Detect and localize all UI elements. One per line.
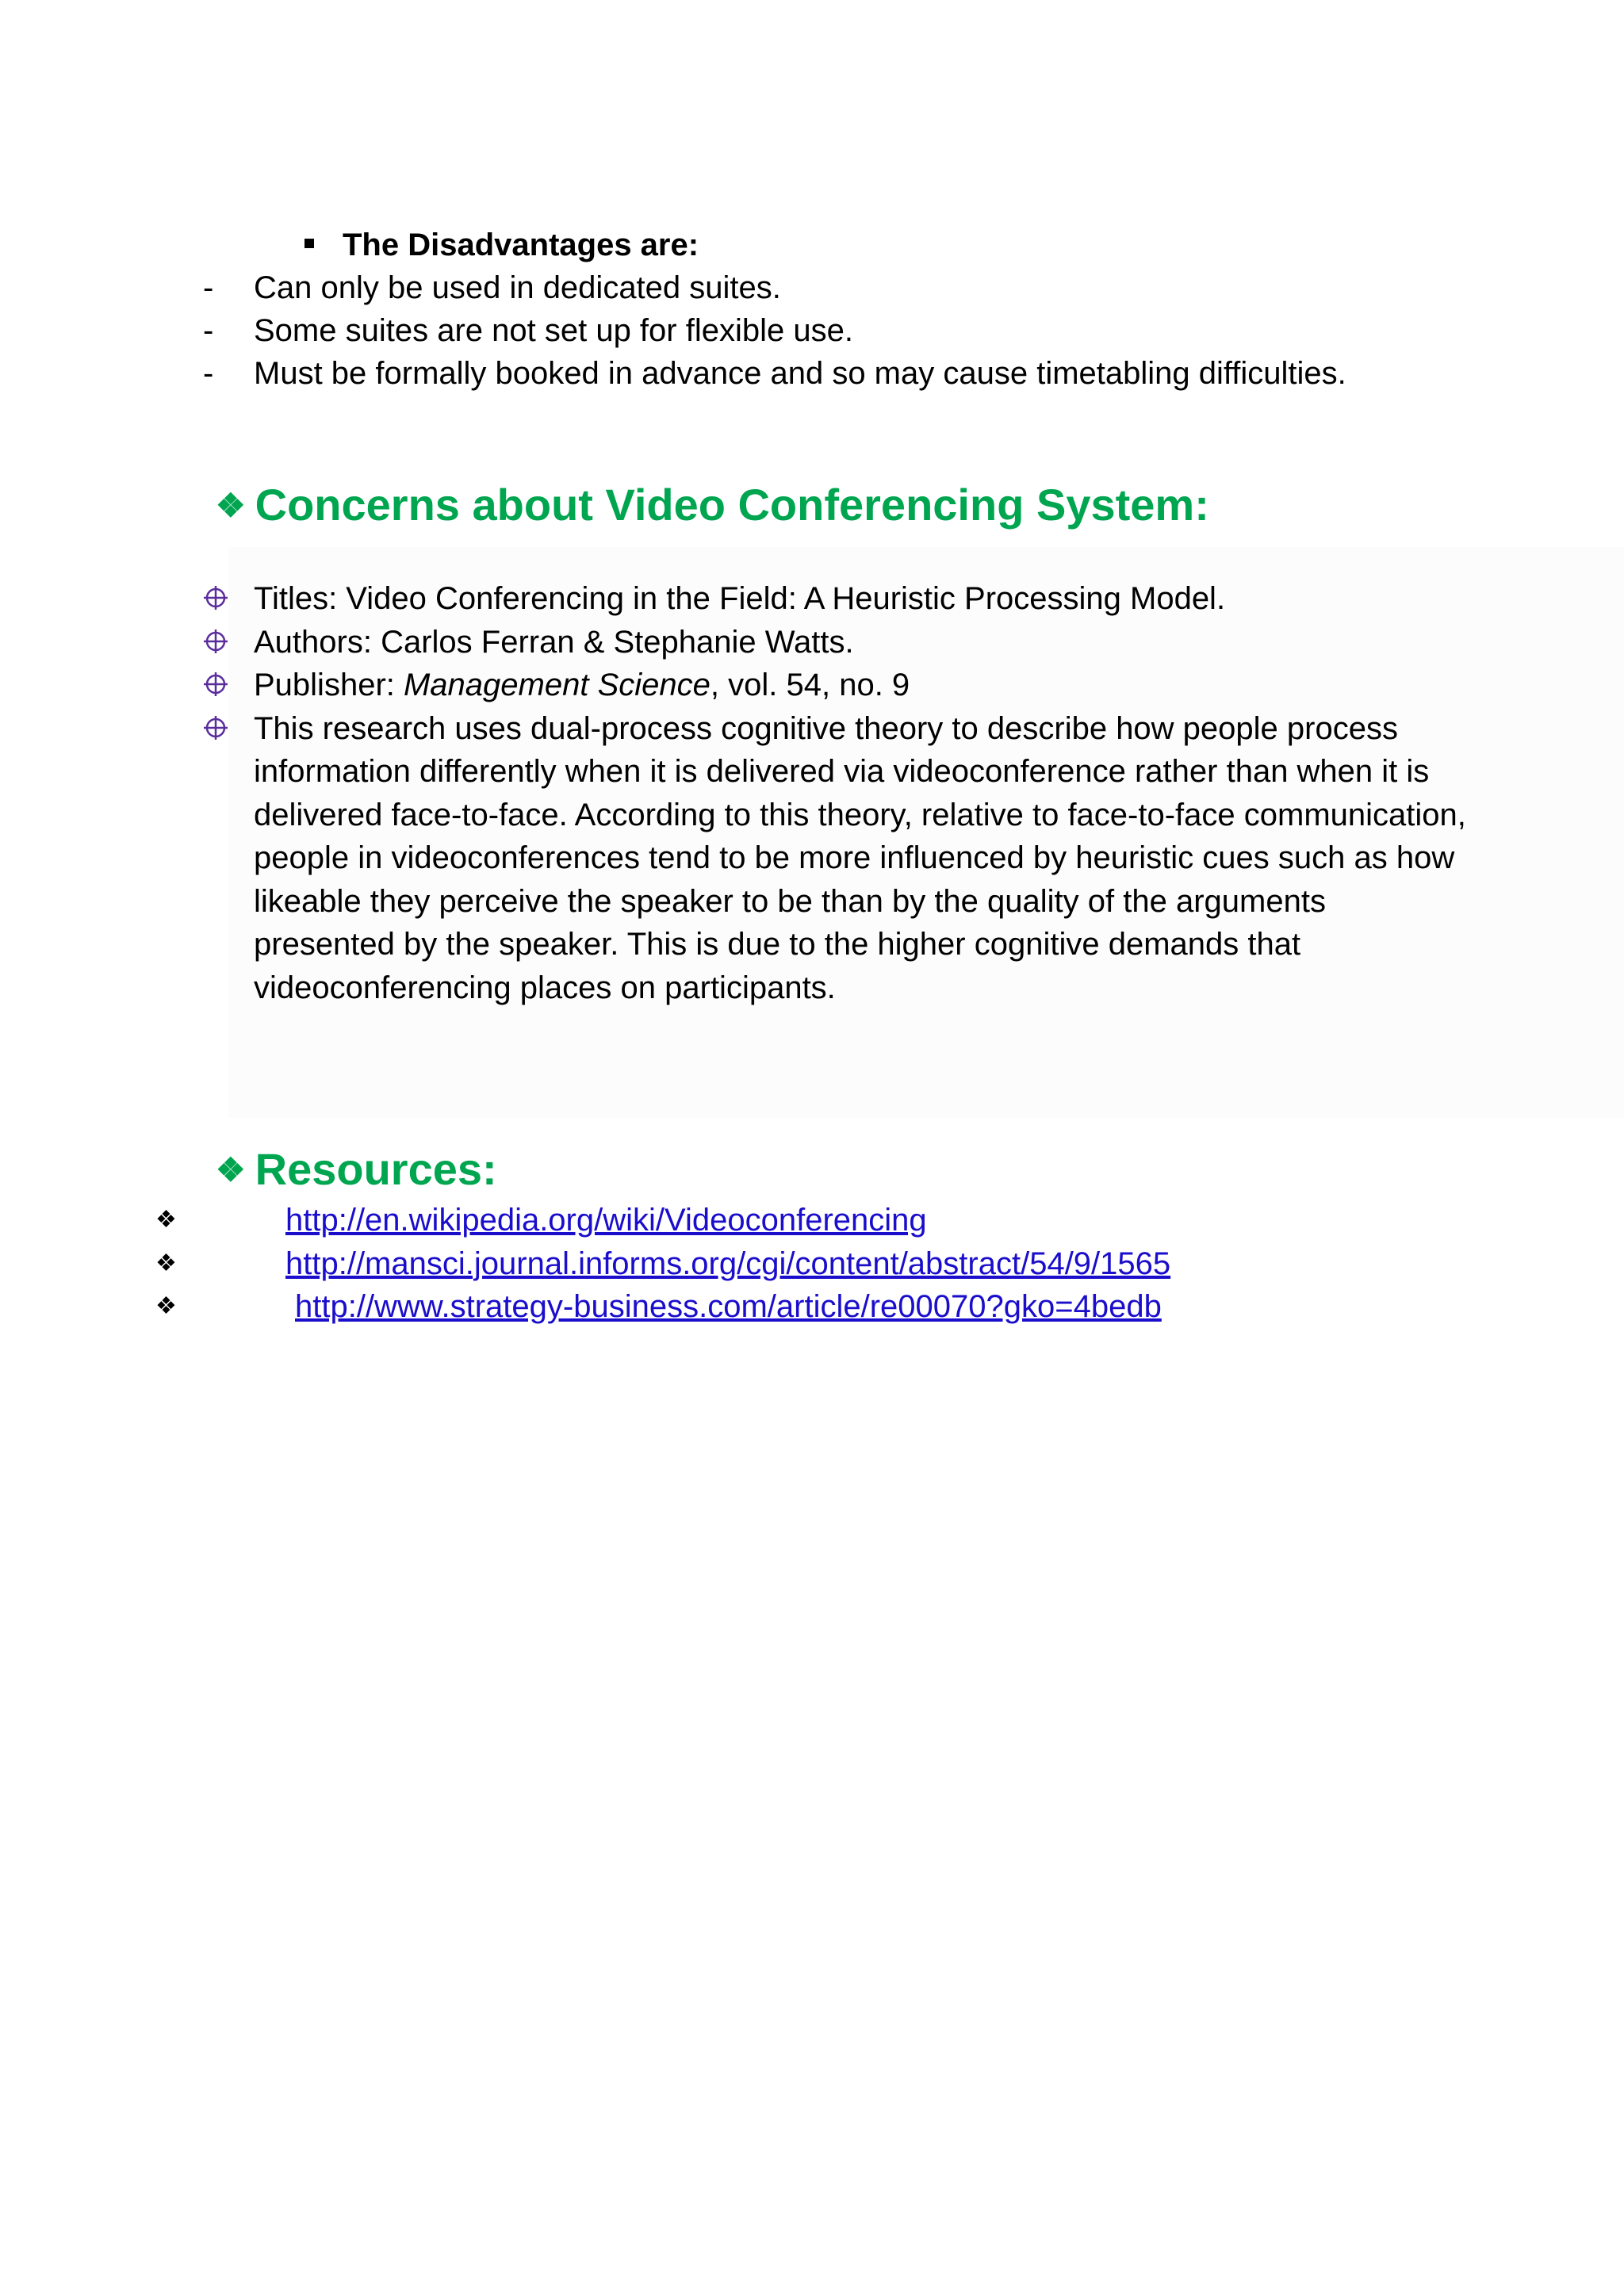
list-item: - Must be formally booked in advance and so may cause timetabling difficulties. — [203, 352, 1346, 395]
crosshair-icon — [203, 629, 228, 654]
diamond-icon: ❖ — [216, 1151, 246, 1188]
diamond-icon: ❖ — [216, 487, 246, 524]
journal-name: Management Science — [403, 668, 710, 702]
diamond-bullet-icon: ❖ — [155, 1207, 177, 1233]
diamond-bullet-icon: ❖ — [155, 1293, 177, 1319]
list-item: - Some suites are not set up for flexible use. — [203, 309, 1346, 352]
crosshair-icon — [203, 715, 228, 740]
list-item-summary: This research uses dual-process cognitive theory to describe how people process information differently when it is delivered via videoconference rather than when it is delivered face-to-face. According to this theory, relative to face-to-face communication, people in videoconferences tend to be more influenced by heuristic cues such as how likeable they perceive the speaker to be than by the quality of the arguments presented by the speaker. This is due to the higher cognitive demands that videoconferencing places on participants. — [203, 707, 1472, 1010]
resource-link-mansci[interactable]: http://mansci.journal.informs.org/cgi/content/abstract/54/9/1565 — [285, 1246, 1171, 1281]
resource-link-strategy-business[interactable]: http://www.strategy-business.com/article/re00070?gko=4bedb — [295, 1289, 1162, 1324]
list-item-titles: Titles: Video Conferencing in the Field: A Heuristic Processing Model. — [203, 577, 1472, 621]
list-item — [155, 1242, 1266, 1286]
resources-heading: ❖ Resources: — [216, 1144, 497, 1194]
crosshair-icon — [203, 672, 228, 697]
resource-link-wikipedia[interactable]: http://en.wikipedia.org/wiki/Videoconferencing — [285, 1203, 927, 1238]
list-item: - Can only be used in dedicated suites. — [203, 266, 1346, 309]
square-bullet-icon — [304, 239, 314, 248]
dash-bullet: - — [203, 356, 214, 391]
disadvantages-list — [203, 266, 1346, 395]
resources-list — [155, 1199, 1266, 1329]
concerns-heading: ❖ Concerns about Video Conferencing System: — [216, 480, 1209, 530]
diamond-bullet-icon: ❖ — [155, 1249, 177, 1276]
list-item-authors: Authors: Carlos Ferran & Stephanie Watts. — [203, 621, 1472, 664]
list-item — [155, 1285, 1266, 1329]
concerns-list — [203, 577, 1472, 1009]
crosshair-icon — [203, 585, 228, 610]
list-item — [155, 1199, 1266, 1242]
dash-bullet: - — [203, 313, 214, 348]
dash-bullet: - — [203, 270, 214, 305]
list-item-publisher: Publisher: Management Science, vol. 54, no. 9 — [203, 664, 1472, 707]
disadvantages-heading: The Disadvantages are: — [304, 224, 699, 266]
